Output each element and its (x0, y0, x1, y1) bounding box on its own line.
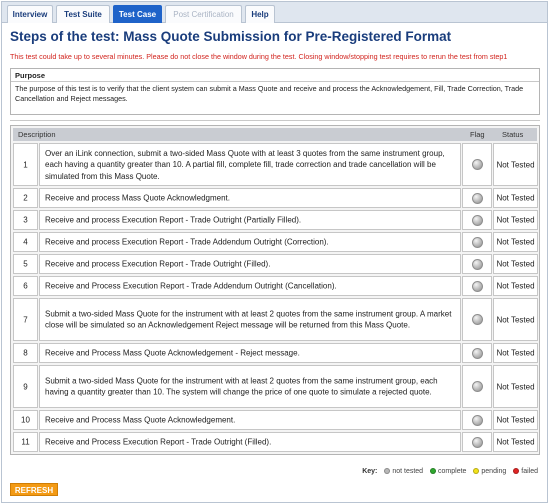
key-failed-label: failed (521, 468, 538, 475)
step-number: 5 (23, 259, 28, 269)
step-description-cell (39, 410, 461, 430)
step-description: Receive and Process Execution Report - Trade Addendum Outright (Cancellation). (45, 281, 337, 291)
step-status: Not Tested (496, 415, 535, 425)
key-complete-label: complete (438, 468, 467, 475)
status-flag-icon (472, 381, 483, 392)
step-flag-cell (462, 254, 492, 274)
step-number-cell (13, 188, 38, 208)
step-number-cell (13, 432, 38, 452)
step-number-cell (13, 365, 38, 408)
step-description-cell (39, 432, 461, 452)
status-flag-icon (472, 237, 483, 248)
step-flag-cell (462, 232, 492, 252)
tab-test-case[interactable]: Test Case (113, 5, 162, 23)
table-row (13, 276, 537, 296)
step-flag-cell (462, 432, 492, 452)
step-number-cell (13, 232, 38, 252)
key-not-tested-label: not tested (392, 468, 424, 475)
step-description: Submit a two-sided Mass Quote for the instrument with at least 2 quotes from the same instrument group, each having a quantity greater than 10. The system will change the price of one quote to simulate a rejected quote. (45, 376, 438, 397)
table-row (13, 188, 537, 208)
step-description-cell (39, 254, 461, 274)
steps-table (10, 125, 540, 455)
key-failed-dot (513, 468, 519, 474)
header-description: Description (18, 130, 56, 139)
table-row (13, 232, 537, 252)
tab-test-suite[interactable]: Test Suite (56, 5, 110, 23)
step-status: Not Tested (496, 315, 535, 324)
table-row (13, 365, 537, 408)
step-number: 4 (23, 237, 28, 247)
table-row (13, 298, 537, 341)
purpose-box (10, 68, 540, 115)
step-number: 7 (23, 315, 28, 324)
step-status-cell (493, 410, 538, 430)
key-pending-dot (473, 468, 479, 474)
key-label: Key: (362, 468, 378, 475)
step-description-cell (39, 232, 461, 252)
step-status: Not Tested (496, 215, 535, 225)
tab-post-certification: Post Certification (165, 5, 242, 23)
step-flag-cell (462, 365, 492, 408)
status-flag-icon (472, 281, 483, 292)
step-status-cell (493, 143, 538, 186)
step-description: Receive and process Mass Quote Acknowledgment. (45, 193, 230, 203)
step-description-cell (39, 298, 461, 341)
status-flag-icon (472, 437, 483, 448)
step-number-cell (13, 298, 38, 341)
table-row (13, 432, 537, 452)
step-flag-cell (462, 210, 492, 230)
status-key (362, 468, 538, 475)
step-status: Not Tested (496, 160, 535, 169)
step-flag-cell (462, 188, 492, 208)
step-status: Not Tested (496, 237, 535, 247)
status-flag-icon (472, 159, 483, 170)
step-number: 10 (21, 415, 30, 425)
tab-bar (2, 2, 547, 23)
status-flag-icon (472, 215, 483, 226)
step-flag-cell (462, 276, 492, 296)
tab-interview[interactable]: Interview (7, 5, 53, 23)
step-description: Receive and Process Mass Quote Acknowledgement. (45, 415, 236, 425)
step-number: 8 (23, 348, 28, 358)
section-divider (10, 120, 540, 121)
step-number-cell (13, 210, 38, 230)
table-row (13, 254, 537, 274)
steps-table-body (13, 143, 537, 452)
table-row (13, 210, 537, 230)
step-status-cell (493, 232, 538, 252)
step-number-cell (13, 276, 38, 296)
step-status: Not Tested (496, 348, 535, 358)
step-number: 11 (21, 437, 30, 447)
step-status: Not Tested (496, 281, 535, 291)
step-status-cell (493, 210, 538, 230)
step-description-cell (39, 143, 461, 186)
step-description: Receive and process Execution Report - Trade Addendum Outright (Correction). (45, 237, 329, 247)
warning-message: This test could take up to several minutes. Please do not close the window during the test. Closing window/stopping test requires to rerun the test from step1 (10, 52, 508, 61)
header-status: Status (502, 130, 524, 139)
step-description-cell (39, 210, 461, 230)
step-description-cell (39, 365, 461, 408)
step-description-cell (39, 276, 461, 296)
step-status-cell (493, 432, 538, 452)
step-number: 2 (23, 193, 28, 203)
table-row (13, 343, 537, 363)
step-number-cell (13, 143, 38, 186)
tab-help[interactable]: Help (245, 5, 275, 23)
step-status: Not Tested (496, 382, 535, 391)
step-description-cell (39, 343, 461, 363)
step-description: Submit a two-sided Mass Quote for the instrument with at least 2 quotes from the same instrument group. A market close will be simulated so an Acknowledgement Reject message will be returned from this Mass Quote. (45, 309, 452, 330)
step-description: Over an iLink connection, submit a two-sided Mass Quote with at least 3 quotes from the same instrument group, each having a quantity greater than 10. A partial fill, complete fill, trade correction and trade cancellation will be simulated from this Mass Quote. (45, 148, 445, 181)
key-complete-dot (430, 468, 436, 474)
step-status: Not Tested (496, 437, 535, 447)
status-flag-icon (472, 314, 483, 325)
status-flag-icon (472, 415, 483, 426)
step-description: Receive and Process Mass Quote Acknowledgement - Reject message. (45, 348, 300, 358)
header-flag: Flag (470, 130, 485, 139)
key-not-tested-dot (384, 468, 390, 474)
step-status-cell (493, 276, 538, 296)
step-status-cell (493, 365, 538, 408)
table-row (13, 143, 537, 186)
step-number-cell (13, 254, 38, 274)
step-number: 9 (23, 382, 28, 391)
step-status: Not Tested (496, 259, 535, 269)
step-description: Receive and process Execution Report - Trade Outright (Filled). (45, 259, 271, 269)
step-status-cell (493, 188, 538, 208)
step-flag-cell (462, 143, 492, 186)
status-flag-icon (472, 193, 483, 204)
table-row (13, 410, 537, 430)
step-number-cell (13, 410, 38, 430)
step-number: 6 (23, 281, 28, 291)
purpose-heading: Purpose (11, 69, 539, 82)
step-description: Receive and Process Execution Report - Trade Outright (Filled). (45, 437, 272, 447)
step-number: 1 (23, 160, 28, 169)
step-status-cell (493, 343, 538, 363)
step-number-cell (13, 343, 38, 363)
test-case-window (1, 1, 548, 503)
step-flag-cell (462, 410, 492, 430)
step-flag-cell (462, 298, 492, 341)
step-description-cell (39, 188, 461, 208)
page-title: Steps of the test: Mass Quote Submission for Pre-Registered Format (10, 29, 452, 44)
steps-table-header (13, 128, 537, 141)
key-pending-label: pending (481, 468, 507, 475)
status-flag-icon (472, 348, 483, 359)
step-status-cell (493, 298, 538, 341)
step-status-cell (493, 254, 538, 274)
step-flag-cell (462, 343, 492, 363)
status-flag-icon (472, 259, 483, 270)
step-status: Not Tested (496, 193, 535, 203)
step-number: 3 (23, 215, 28, 225)
refresh-button[interactable]: REFRESH (10, 483, 58, 496)
purpose-text: The purpose of this test is to verify that the client system can submit a Mass Quote and receive and process the Acknowledgement, Fill, Trade Correction, Trade Cancellation and Reject messages. (15, 84, 524, 103)
step-description: Receive and process Execution Report - Trade Outright (Partially Filled). (45, 215, 302, 225)
